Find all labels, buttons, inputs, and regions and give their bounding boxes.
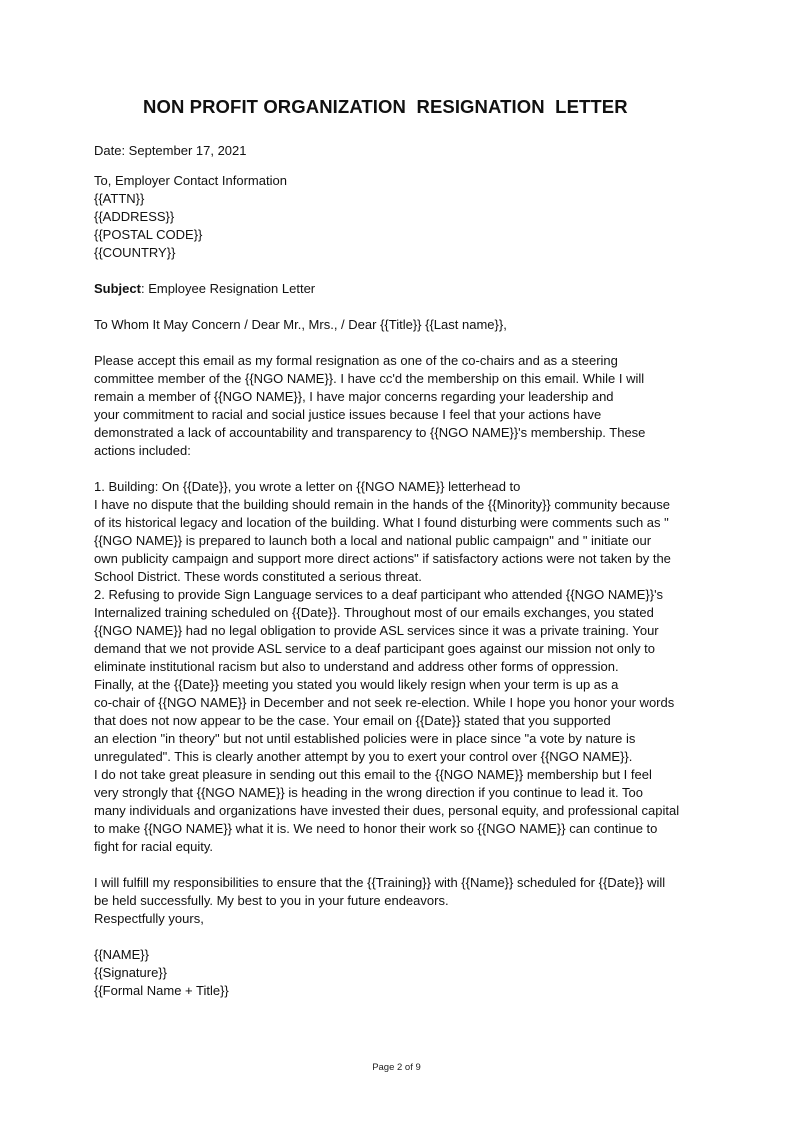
signature-placeholder: {{Signature}}	[94, 965, 168, 980]
salutation: To Whom It May Concern / Dear Mr., Mrs., / Dear {{Title}} {{Last name}},	[94, 317, 507, 332]
paragraph-line: be held successfully. My best to you in your future endeavors.	[94, 893, 449, 908]
paragraph-line: School District. These words constituted a serious threat.	[94, 569, 422, 584]
subject-label: Subject	[94, 281, 141, 296]
paragraph-line: your commitment to racial and social justice issues because I feel that your actions have	[94, 407, 602, 422]
paragraph-line: eliminate institutional racism but also to understand and address other forms of oppression.	[94, 659, 619, 674]
subject-line	[94, 280, 704, 298]
paragraph-line: an election "in theory" but not until established policies were in place since "a vote by nature is	[94, 731, 636, 746]
paragraph-line: {{NGO NAME}} had no legal obligation to provide ASL services since it was a private training. Your	[94, 623, 659, 638]
sign-off: Respectfully yours,	[94, 911, 204, 926]
paragraph-line: many individuals and organizations have invested their dues, personal equity, and professional capital	[94, 803, 680, 818]
paragraph-line: to make {{NGO NAME}} what it is. We need to honor their work so {{NGO NAME}} can continue to	[94, 821, 658, 836]
paragraph-line: Internalized training scheduled on {{Date}}. Throughout most of our emails exchanges, you stated	[94, 605, 654, 620]
paragraph-line: Finally, at the {{Date}} meeting you stated you would likely resign when your term is up as a	[94, 677, 619, 692]
page-number: Page 2 of 9	[372, 1062, 421, 1073]
points-paragraph	[94, 478, 704, 856]
recipient-attn: {{ATTN}}	[94, 191, 145, 206]
paragraph-line: demonstrated a lack of accountability and transparency to {{NGO NAME}}'s membership. These	[94, 425, 646, 440]
intro-paragraph	[94, 352, 704, 460]
paragraph-line: Please accept this email as my formal resignation as one of the co-chairs and as a steering	[94, 353, 618, 368]
letter-body	[94, 142, 704, 1000]
date-line: Date: September 17, 2021	[94, 143, 247, 158]
paragraph-line: {{NGO NAME}} is prepared to launch both a local and national public campaign" and " initiate our	[94, 533, 652, 548]
paragraph-line: fight for racial equity.	[94, 839, 213, 854]
subject-value: : Employee Resignation Letter	[140, 281, 316, 296]
paragraph-line: of its historical legacy and location of the building. What I found disturbing were comments such as "	[94, 515, 669, 530]
recipient-country: {{COUNTRY}}	[94, 245, 176, 260]
paragraph-line: very strongly that {{NGO NAME}} is heading in the wrong direction if you continue to lead it. Too	[94, 785, 643, 800]
paragraph-line: I do not take great pleasure in sending out this email to the {{NGO NAME}} membership but I feel	[94, 767, 652, 782]
paragraph-line: 2. Refusing to provide Sign Language services to a deaf participant who attended {{NGO NAME}}'s	[94, 587, 664, 602]
page-title: NON PROFIT ORGANIZATION RESIGNATION LETTER	[143, 96, 628, 117]
paragraph-line: that does not now appear to be the case. Your email on {{Date}} stated that you supported	[94, 713, 611, 728]
paragraph-line: own publicity campaign and support more direct actions" if satisfactory actions were not taken by the	[94, 551, 671, 566]
paragraph-line: remain a member of {{NGO NAME}}, I have major concerns regarding your leadership and	[94, 389, 614, 404]
paragraph-line: 1. Building: On {{Date}}, you wrote a letter on {{NGO NAME}} letterhead to	[94, 479, 521, 494]
paragraph-line: actions included:	[94, 443, 191, 458]
closing-paragraph	[94, 874, 704, 928]
paragraph-line: co-chair of {{NGO NAME}} in December and not seek re-election. While I hope you honor your words	[94, 695, 675, 710]
paragraph-line: unregulated". This is clearly another attempt by you to exert your control over {{NGO NAME}}.	[94, 749, 633, 764]
recipient-to: To, Employer Contact Information	[94, 173, 287, 188]
recipient-postal-code: {{POSTAL CODE}}	[94, 227, 203, 242]
signature-formal-name: {{Formal Name + Title}}	[94, 983, 229, 998]
paragraph-line: I have no dispute that the building should remain in the hands of the {{Minority}} community because	[94, 497, 670, 512]
recipient-block	[94, 172, 704, 262]
paragraph-line: I will fulfill my responsibilities to ensure that the {{Training}} with {{Name}} scheduled for {{Date}} will	[94, 875, 666, 890]
signature-block	[94, 946, 704, 1000]
paragraph-line: committee member of the {{NGO NAME}}. I have cc'd the membership on this email. While I will	[94, 371, 645, 386]
recipient-address: {{ADDRESS}}	[94, 209, 175, 224]
signature-name: {{NAME}}	[94, 947, 149, 962]
paragraph-line: demand that we not provide ASL service to a deaf participant goes against our mission not only to	[94, 641, 656, 656]
